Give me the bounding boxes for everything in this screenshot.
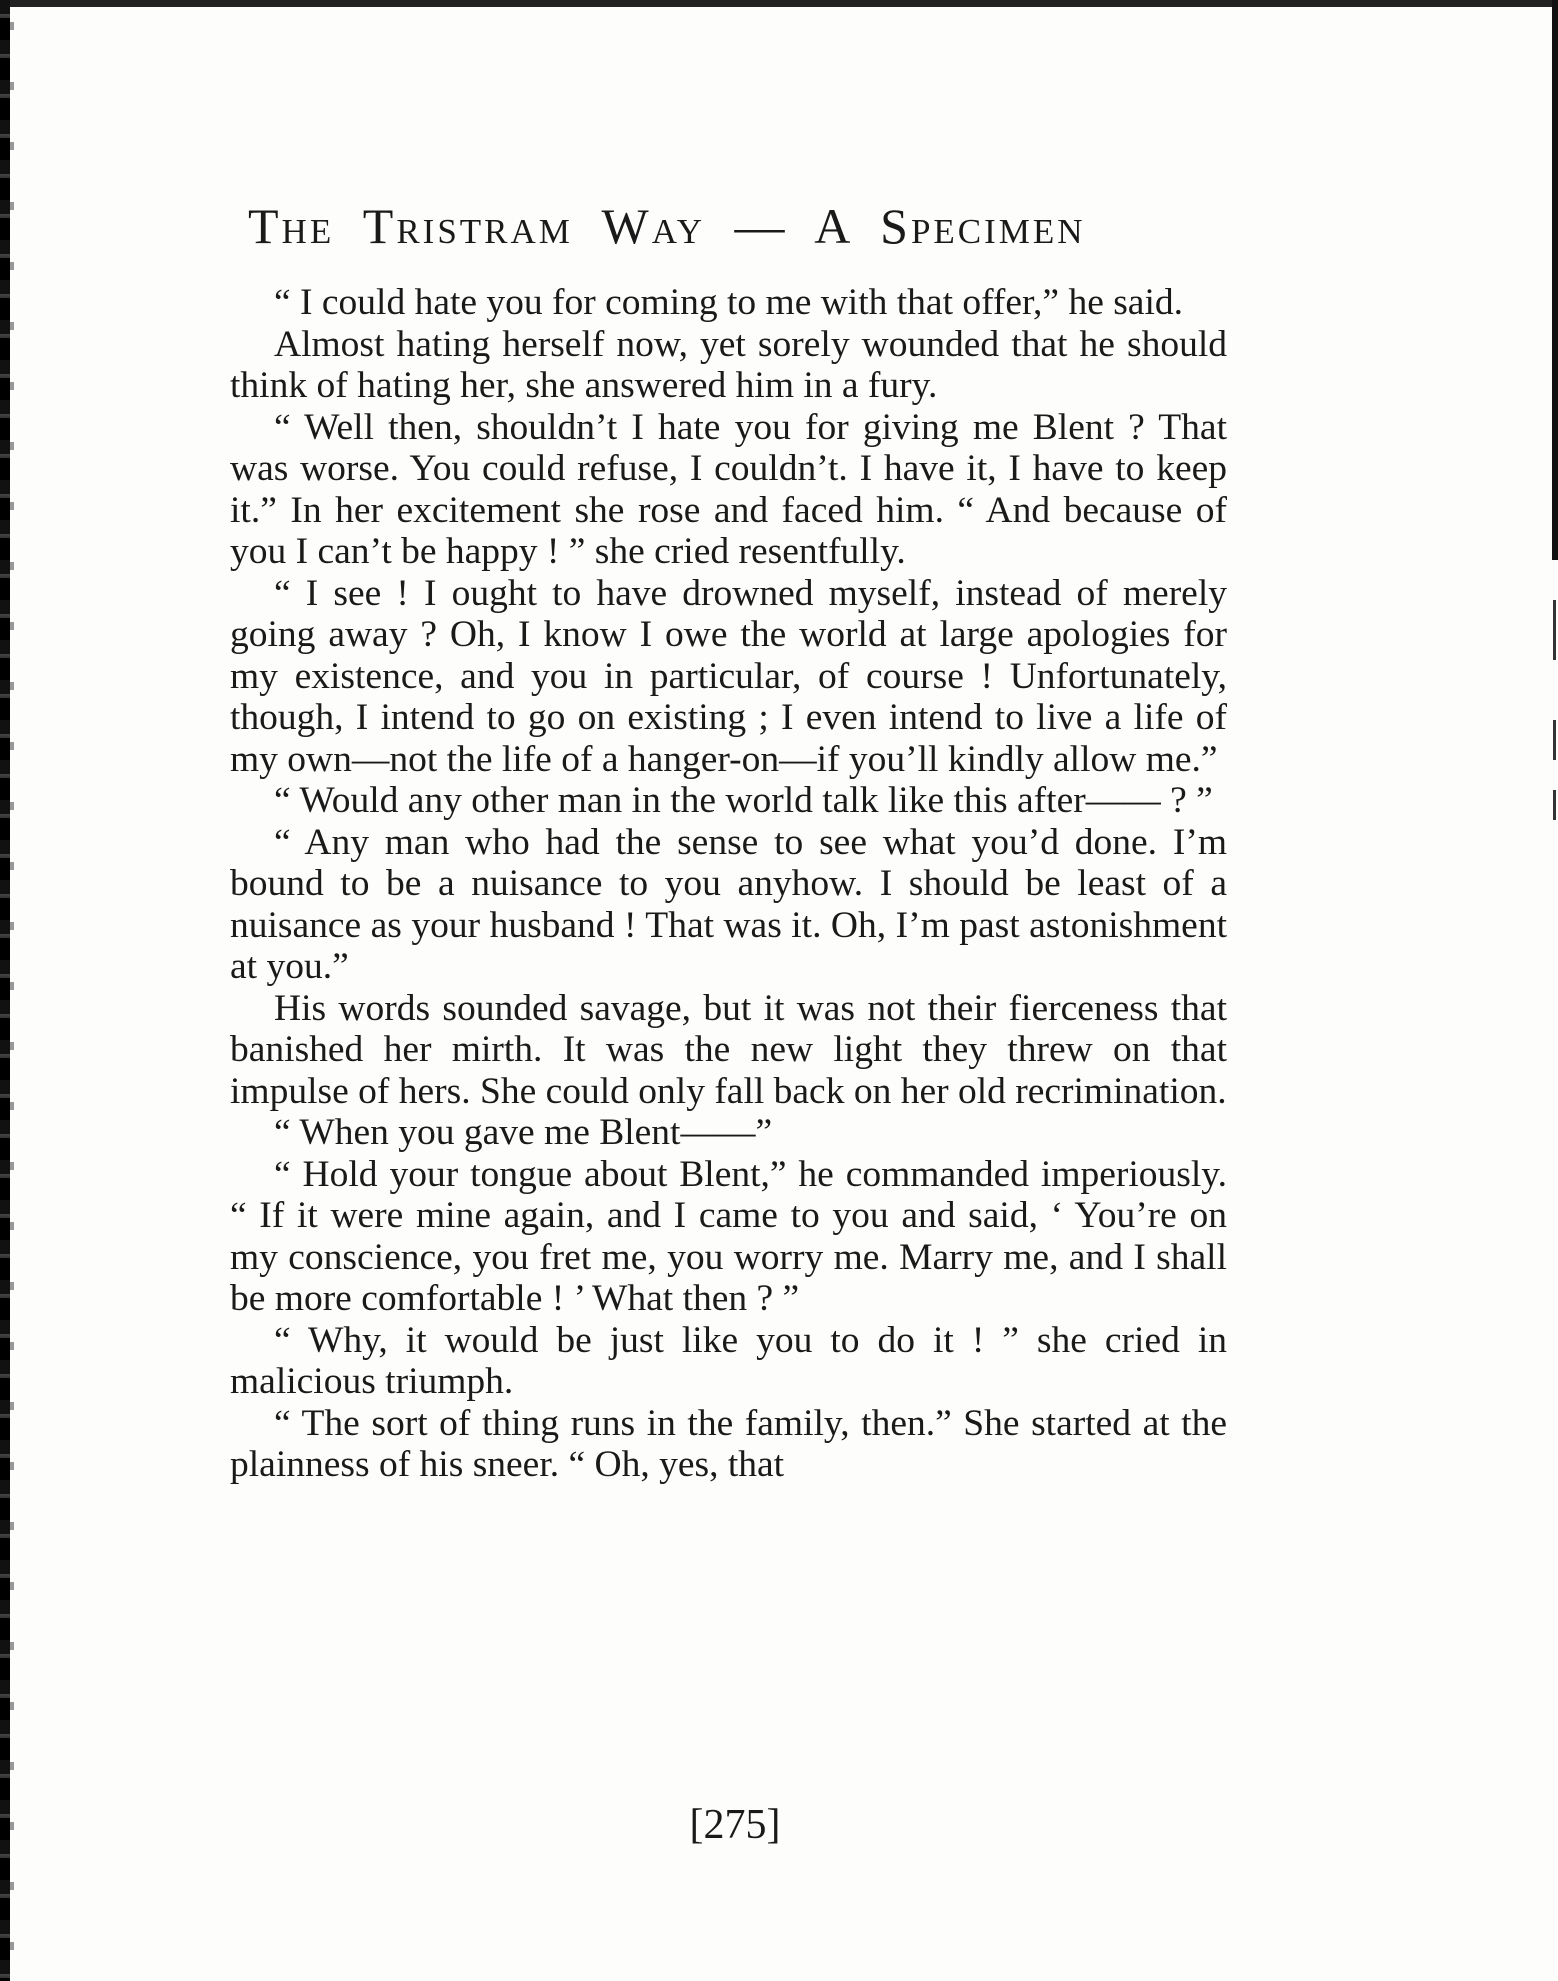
paragraph: “ Well then, shouldn’t I hate you for giving me Blent ? That was worse. You could refuse, I couldn’t. I have it, I have to keep it.” In her excitement she rose and faced him. “ And because of you I can’t be happy ! ” she cried resentfully. xyxy=(230,406,1227,572)
scan-border-right xyxy=(1552,0,1558,560)
paragraph: “ Would any other man in the world talk like this after—— ? ” xyxy=(274,780,1213,821)
paragraph: “ I could hate you for coming to me with that offer,” he said. xyxy=(274,282,1183,323)
scan-border-left-shadow xyxy=(10,0,14,1981)
paragraph: “ When you gave me Blent——” xyxy=(274,1112,773,1153)
paragraph: “ The sort of thing runs in the family, then.” She started at the plainness of his sneer. “ Oh, yes, that xyxy=(230,1402,1227,1485)
scan-fleck xyxy=(1553,720,1556,760)
paragraph: Almost hating herself now, yet sorely wounded that he should think of hating her, she answered him in a fury. xyxy=(230,323,1227,406)
paragraph: “ I see ! I ought to have drowned myself, instead of merely going away ? Oh, I know I owe the world at large apologies for my existence, and you in particular, of course ! Unfortunately, though, I intend to go on existing ; I even intend to live a life of my own—not the life of a hanger-on—if you’ll kindly allow me.” xyxy=(230,572,1227,780)
paragraph: His words sounded savage, but it was not their fierceness that banished her mirth. It was the new light they threw on that impulse of hers. She could only fall back on her old recrimination. xyxy=(230,987,1227,1112)
scan-border-left xyxy=(0,0,10,1981)
running-heading: The Tristram Way — A Specimen xyxy=(248,198,1086,254)
scan-border-top xyxy=(0,0,1558,7)
body-text xyxy=(230,282,1227,1486)
paragraph: “ Why, it would be just like you to do it ! ” she cried in malicious triumph. xyxy=(230,1319,1227,1402)
paragraph: “ Hold your tongue about Blent,” he commanded imperiously. “ If it were mine again, and I came to you and said, ‘ You’re on my conscience, you fret me, you worry me. Marry me, and I shall be more comfortable ! ’ What then ? ” xyxy=(230,1153,1227,1319)
paragraph: “ Any man who had the sense to see what you’d done. I’m bound to be a nuisance to you anyhow. I should be least of a nuisance as your husband ! That was it. Oh, I’m past astonishment at you.” xyxy=(230,821,1227,987)
page-number: [275] xyxy=(689,1802,781,1848)
scan-fleck xyxy=(1553,600,1556,660)
scan-fleck xyxy=(1553,790,1556,820)
